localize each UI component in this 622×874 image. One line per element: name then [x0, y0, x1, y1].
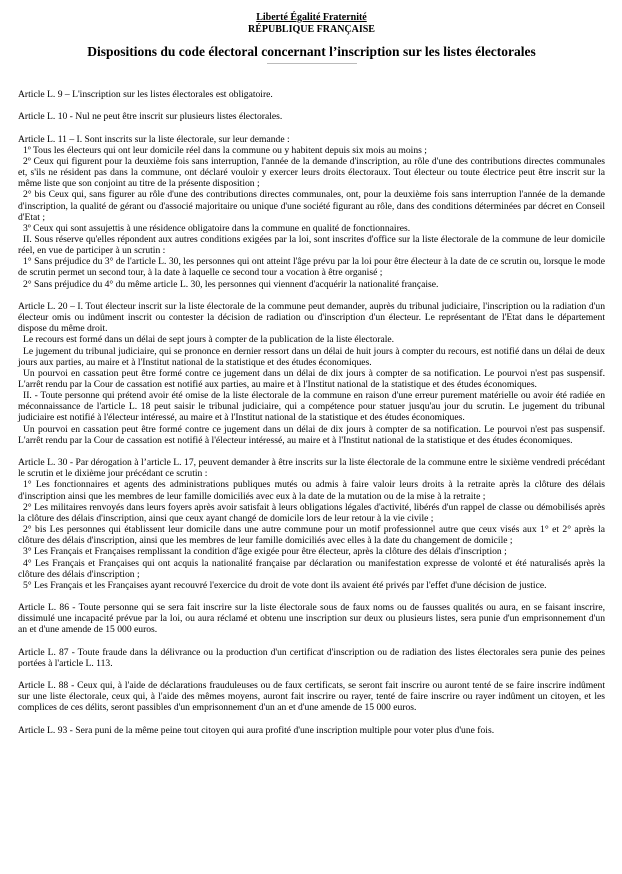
article-paragraph: II. - Toute personne qui prétend avoir été omise de la liste électorale de la commune en raison d'une erreur purement matérielle ou avoir été radiée en méconnaissance de l'article L. 18 peut saisir le tribunal judiciaire, qui a compétence pour statuer jusqu'au jour du scrutin. Le jugement du tribunal judiciaire est notifié à l'électeur intéressé, au maire et à l'Institut national de la statistique et des études économiques. [18, 390, 605, 424]
article-paragraph: 2° Sans préjudice du 4° du même article L. 30, les personnes qui viennent d'acquérir la nationalité française. [23, 278, 439, 290]
republic-motto: Liberté Égalité Fraternité [256, 12, 367, 23]
article-block [18, 680, 605, 713]
article-heading-paragraph: Article L. 87 - Toute fraude dans la délivrance ou la production d'un certificat d'inscription ou de radiation des listes électorales sera punie des peines portées à l'article L. 113. [18, 646, 605, 669]
article-block [18, 602, 605, 635]
document-title: Dispositions du code électoral concernant l’inscription sur les listes électorales [87, 44, 536, 59]
article-heading-paragraph: Article L. 86 - Toute personne qui se sera fait inscrire sur la liste électorale sous de faux noms ou de fausses qualités ou aura, en se faisant inscrire, dissimulé une incapacité prévue par la loi, ou aura réclamé et obtenu une inscription sur deux ou plusieurs listes, sera punie d'un emprisonnement d'un an et d'une amende de 15 000 euros. [18, 602, 605, 636]
article-paragraph: Un pourvoi en cassation peut être formé contre ce jugement dans un délai de dix jours à compter de sa notification. Le pourvoi n'est pas suspensif. L'arrêt rendu par la Cour de cassation est notifié aux parties, au maire et à l'Institut national de la statistique et des études économiques. [18, 367, 605, 391]
title-divider [267, 63, 357, 64]
article-paragraph: 2° bis Ceux qui, sans figurer au rôle d'une des contributions directes communales, ont, pour la deuxième fois sans interruption l'année de la demande d'inscription, la qualité de gérant ou d'associé majoritaire ou unique d'une société figurant au rôle, dans des conditions déterminées par décret en Conseil d'Etat ; [18, 189, 605, 223]
article-heading-paragraph: Article L. 11 – I. Sont inscrits sur la liste électorale, sur leur demande : [18, 133, 290, 145]
articles-body [18, 89, 605, 736]
article-paragraph: 3º Ceux qui sont assujettis à une résidence obligatoire dans la commune en qualité de fonctionnaires. [23, 222, 411, 234]
article-block [18, 89, 605, 100]
article-paragraph: 3° Les Français et Françaises remplissant la condition d'âge exigée pour être électeur, après la clôture des délais d'inscription ; [23, 546, 507, 558]
article-paragraph: 5° Les Français et les Françaises ayant recouvré l'exercice du droit de vote dont ils avaient été privés par l'effet d'une décision de justice. [23, 579, 547, 591]
article-block [18, 134, 605, 290]
article-heading-paragraph: Article L. 10 - Nul ne peut être inscrit sur plusieurs listes électorales. [18, 111, 283, 123]
article-block [18, 111, 605, 122]
article-paragraph: Le recours est formé dans un délai de sept jours à compter de la publication de la liste électorale. [23, 334, 395, 346]
article-paragraph: 2º Ceux qui figurent pour la deuxième fois sans interruption, l'année de la demande d'inscription, au rôle d'une des contributions directes communales et, s'ils ne résident pas dans la commune, ont déclaré vouloir y exercer leurs droits électoraux. Tout électeur ou toute électrice peut être inscrit sur la même liste que son conjoint au titre de la présente disposition ; [18, 155, 605, 190]
article-block [18, 457, 605, 591]
article-heading-paragraph: Article L. 9 – L'inscription sur les listes électorales est obligatoire. [18, 89, 273, 100]
article-heading-paragraph: Article L. 93 - Sera puni de la même peine tout citoyen qui aura profité d'une inscription multiple pour voter plus d'une fois. [18, 724, 495, 736]
article-block [18, 725, 605, 736]
article-paragraph: Un pourvoi en cassation peut être formé contre ce jugement dans un délai de dix jours à compter de sa notification. Le pourvoi n'est pas suspensif. L'arrêt rendu par la Cour de cassation est notifié à l'électeur intéressé, au maire et à l'Institut national de la statistique et des études économiques. [18, 423, 605, 446]
article-paragraph: 1º Tous les électeurs qui ont leur domicile réel dans la commune ou y habitent depuis six mois au moins ; [23, 144, 427, 156]
article-paragraph: 1° Sans préjudice du 3° de l'article L. 30, les personnes qui ont atteint l'âge prévu par la loi pour être électeur à la date de ce scrutin ou, lorsque le mode de scrutin permet un second tour, à la date à laquelle ce second tour a vocation à être organisé ; [18, 256, 605, 279]
republic-name: RÉPUBLIQUE FRANÇAISE [248, 24, 375, 35]
article-heading-paragraph: Article L. 88 - Ceux qui, à l'aide de déclarations frauduleuses ou de faux certificats, se seront fait inscrire ou auront tenté de se faire inscrire indûment sur une liste électorale, ceux qui, à l'aide des mêmes moyens, auront fait inscrire ou rayer, tenté de faire inscrire ou rayer indûment un citoyen, et les complices de ces délits, seront passibles d'un emprisonnement d'un an et d'une amende de 15 000 euros. [18, 680, 605, 714]
article-paragraph: II. Sous réserve qu'elles répondent aux autres conditions exigées par la loi, sont inscrites d'office sur la liste électorale de la commune de leur domicile réel, en vue de participer à un scrutin : [18, 234, 605, 257]
article-block [18, 647, 605, 669]
article-block [18, 301, 605, 446]
article-heading-paragraph: Article L. 20 – I. Tout électeur inscrit sur la liste électorale de la commune peut demander, auprès du tribunal judiciaire, l'inscription ou la radiation d'un électeur omis ou indûment inscrit ou contester la décision de radiation ou d'inscription d'un électeur. Le représentant de l'Etat dans le département dispose du même droit. [18, 300, 605, 335]
article-paragraph: 2° Les militaires renvoyés dans leurs foyers après avoir satisfait à leurs obligations légales d'activité, libérés d'un rappel de classe ou démobilisés après la clôture des délais d'inscription, ainsi que ceux ayant changé de domicile lors de leur retour à la vie civile ; [18, 501, 605, 524]
article-paragraph: Le jugement du tribunal judiciaire, qui se prononce en dernier ressort dans un délai de huit jours à compter du recours, est notifié dans un délai de deux jours aux parties, au maire et à l'Institut national de la statistique et des études économiques. [18, 345, 605, 368]
article-paragraph: 1° Les fonctionnaires et agents des administrations publiques mutés ou admis à faire valoir leurs droits à la retraite après la clôture des délais d'inscription ainsi que les membres de leur famille domiciliés avec eux à la date de la mutation ou de la mise à la retraite ; [18, 479, 605, 502]
article-paragraph: 4° Les Français et Françaises qui ont acquis la nationalité française par déclaration ou manifestation expresse de volonté et été naturalisés après la clôture des délais d'inscription ; [18, 557, 605, 580]
article-paragraph: 2° bis Les personnes qui établissent leur domicile dans une autre commune pour un motif professionnel autre que ceux visés aux 1° et 2° après la clôture des délais d'inscription, ainsi que les membres de leur famille domiciliés avec elles à la date du changement de domicile ; [18, 524, 605, 547]
article-heading-paragraph: Article L. 30 - Par dérogation à l’article L. 17, peuvent demander à être inscrits sur la liste électorale de la commune entre le sixième vendredi précédant le scrutin et le dixième jour précédant ce scrutin : [18, 457, 605, 480]
